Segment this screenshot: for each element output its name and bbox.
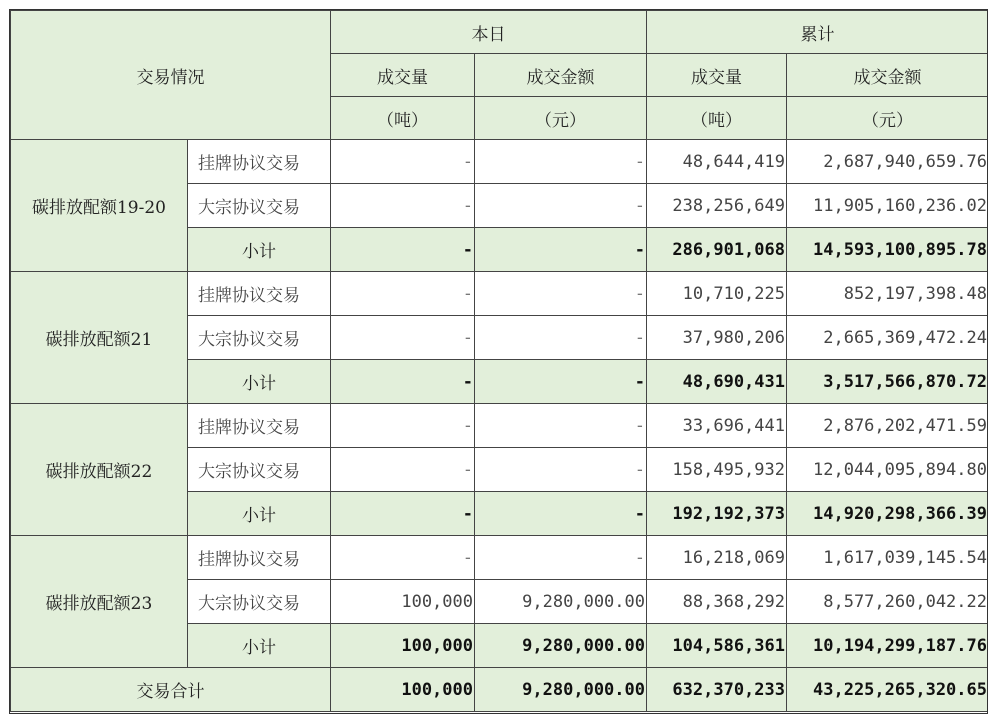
cum-amount-header: 成交金额 xyxy=(787,54,989,97)
today-volume-header: 成交量 xyxy=(331,54,475,97)
today-amount-cell: - xyxy=(475,492,647,536)
today-amount-cell: - xyxy=(475,140,647,184)
cum-volume-cell: 158,495,932 xyxy=(647,448,787,492)
trade-type-label: 挂牌协议交易 xyxy=(188,536,331,580)
today-volume-cell: - xyxy=(331,448,475,492)
cum-volume-cell: 16,218,069 xyxy=(647,536,787,580)
today-amount-cell: - xyxy=(475,316,647,360)
cum-volume-cell: 48,690,431 xyxy=(647,360,787,404)
trade-type-label: 挂牌协议交易 xyxy=(188,404,331,448)
today-amount-cell: - xyxy=(475,228,647,272)
today-volume-cell: - xyxy=(331,184,475,228)
cum-amount-cell: 3,517,566,870.72 xyxy=(787,360,989,404)
group-name: 碳排放配额19-20 xyxy=(11,140,188,272)
trading-summary-table-frame xyxy=(9,9,988,714)
today-amount-cell: - xyxy=(475,184,647,228)
trade-type-label: 挂牌协议交易 xyxy=(188,140,331,184)
total-today-volume: 100,000 xyxy=(331,668,475,712)
cumulative-header: 累计 xyxy=(647,11,989,54)
cum-volume-header: 成交量 xyxy=(647,54,787,97)
total-cum-volume: 632,370,233 xyxy=(647,668,787,712)
table-row xyxy=(11,404,989,448)
trade-type-label: 挂牌协议交易 xyxy=(188,272,331,316)
today-volume-cell: - xyxy=(331,140,475,184)
cum-volume-cell: 238,256,649 xyxy=(647,184,787,228)
today-header: 本日 xyxy=(331,11,647,54)
cum-amount-cell: 2,876,202,471.59 xyxy=(787,404,989,448)
today-volume-cell: - xyxy=(331,316,475,360)
today-amount-unit: （元） xyxy=(475,97,647,140)
cum-amount-cell: 14,920,298,366.39 xyxy=(787,492,989,536)
subtotal-label: 小计 xyxy=(188,228,331,272)
cum-amount-cell: 11,905,160,236.02 xyxy=(787,184,989,228)
header-row-1 xyxy=(11,11,989,54)
cum-volume-cell: 33,696,441 xyxy=(647,404,787,448)
cum-amount-cell: 8,577,260,042.22 xyxy=(787,580,989,624)
cum-volume-cell: 88,368,292 xyxy=(647,580,787,624)
today-amount-header: 成交金额 xyxy=(475,54,647,97)
group-name: 碳排放配额21 xyxy=(11,272,188,404)
section-header: 交易情况 xyxy=(11,11,331,140)
trade-type-label: 大宗协议交易 xyxy=(188,184,331,228)
group-name: 碳排放配额22 xyxy=(11,404,188,536)
cum-amount-unit: （元） xyxy=(787,97,989,140)
trading-summary-table xyxy=(10,10,988,712)
today-amount-cell: - xyxy=(475,360,647,404)
table-row xyxy=(11,536,989,580)
today-volume-cell: 100,000 xyxy=(331,624,475,668)
cum-amount-cell: 10,194,299,187.76 xyxy=(787,624,989,668)
trade-type-label: 大宗协议交易 xyxy=(188,580,331,624)
today-amount-cell: 9,280,000.00 xyxy=(475,580,647,624)
cum-volume-unit: （吨） xyxy=(647,97,787,140)
table-row xyxy=(11,140,989,184)
subtotal-label: 小计 xyxy=(188,624,331,668)
cum-volume-cell: 10,710,225 xyxy=(647,272,787,316)
total-row xyxy=(11,668,989,712)
today-volume-cell: - xyxy=(331,536,475,580)
cum-volume-cell: 192,192,373 xyxy=(647,492,787,536)
cum-amount-cell: 14,593,100,895.78 xyxy=(787,228,989,272)
cum-volume-cell: 104,586,361 xyxy=(647,624,787,668)
today-volume-cell: - xyxy=(331,228,475,272)
today-volume-unit: （吨） xyxy=(331,97,475,140)
cum-volume-cell: 48,644,419 xyxy=(647,140,787,184)
today-volume-cell: - xyxy=(331,492,475,536)
subtotal-label: 小计 xyxy=(188,492,331,536)
table-row xyxy=(11,272,989,316)
total-today-amount: 9,280,000.00 xyxy=(475,668,647,712)
today-volume-cell: 100,000 xyxy=(331,580,475,624)
subtotal-label: 小计 xyxy=(188,360,331,404)
today-amount-cell: 9,280,000.00 xyxy=(475,624,647,668)
cum-volume-cell: 286,901,068 xyxy=(647,228,787,272)
trade-type-label: 大宗协议交易 xyxy=(188,448,331,492)
cum-amount-cell: 2,687,940,659.76 xyxy=(787,140,989,184)
total-cum-amount: 43,225,265,320.65 xyxy=(787,668,989,712)
cum-volume-cell: 37,980,206 xyxy=(647,316,787,360)
cum-amount-cell: 852,197,398.48 xyxy=(787,272,989,316)
group-name: 碳排放配额23 xyxy=(11,536,188,668)
cum-amount-cell: 1,617,039,145.54 xyxy=(787,536,989,580)
today-amount-cell: - xyxy=(475,404,647,448)
total-label: 交易合计 xyxy=(11,668,331,712)
today-amount-cell: - xyxy=(475,272,647,316)
today-volume-cell: - xyxy=(331,360,475,404)
today-amount-cell: - xyxy=(475,536,647,580)
today-volume-cell: - xyxy=(331,272,475,316)
today-amount-cell: - xyxy=(475,448,647,492)
trade-type-label: 大宗协议交易 xyxy=(188,316,331,360)
cum-amount-cell: 2,665,369,472.24 xyxy=(787,316,989,360)
today-volume-cell: - xyxy=(331,404,475,448)
cum-amount-cell: 12,044,095,894.80 xyxy=(787,448,989,492)
